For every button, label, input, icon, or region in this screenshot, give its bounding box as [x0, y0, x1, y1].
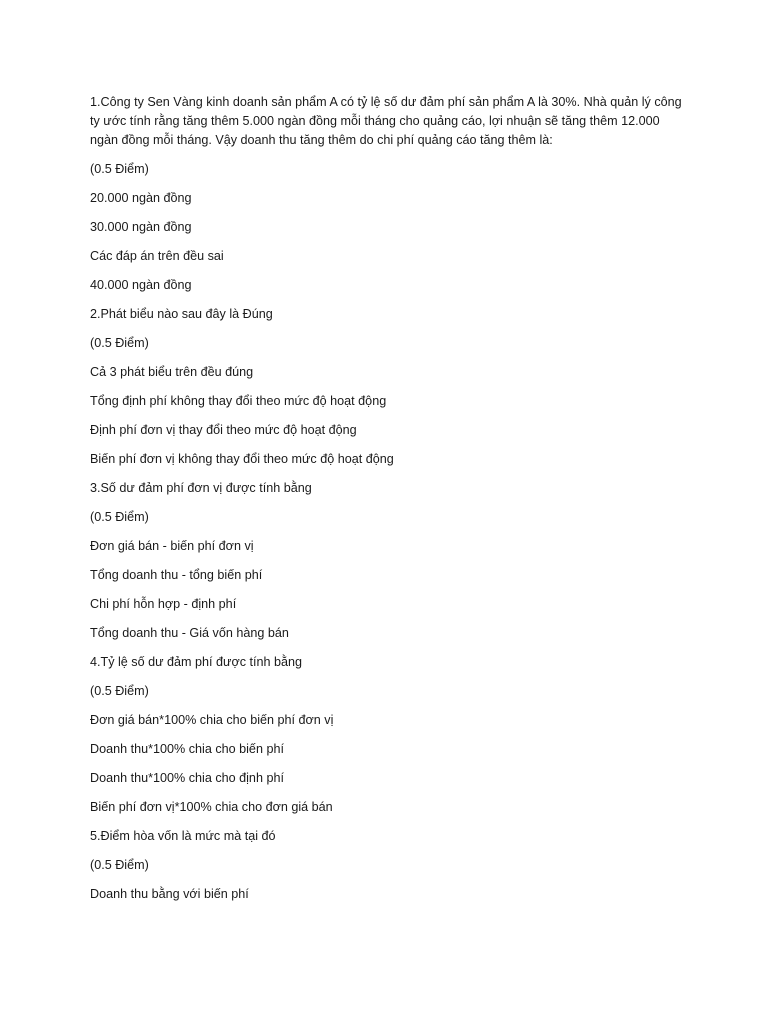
question-3-option-d: Tổng doanh thu - Giá vốn hàng bán — [90, 626, 289, 640]
question-4-points: (0.5 Điểm) — [90, 684, 149, 698]
question-3-text: 3.Số dư đảm phí đơn vị được tính bằng — [90, 481, 312, 495]
question-1-text: 1.Công ty Sen Vàng kinh doanh sản phẩm A có tỷ lệ số dư đảm phí sản phẩm A là 30%. Nhà quản lý công ty ước tính rằng tăng thêm 5.000 ngàn đồng mỗi tháng cho quảng cáo, lợi nhuận sẽ tăng thêm 12.000 ngàn đồng mỗi tháng. Vậy doanh thu tăng thêm do chi phí quảng cáo tăng thêm là: — [90, 95, 682, 147]
question-4-option-d: Biến phí đơn vị*100% chia cho đơn giá bán — [90, 800, 333, 814]
question-1-option-d: 40.000 ngàn đồng — [90, 278, 192, 292]
question-4-option-a: Đơn giá bán*100% chia cho biến phí đơn vị — [90, 713, 334, 727]
question-2-option-a: Cả 3 phát biểu trên đều đúng — [90, 365, 254, 379]
question-5-text: 5.Điểm hòa vốn là mức mà tại đó — [90, 829, 276, 843]
question-1-option-b: 30.000 ngàn đồng — [90, 220, 192, 234]
question-3-points: (0.5 Điểm) — [90, 510, 149, 524]
question-5-option-a: Doanh thu bằng với biến phí — [90, 887, 249, 901]
question-5-points: (0.5 Điểm) — [90, 858, 149, 872]
question-2-option-d: Biến phí đơn vị không thay đổi theo mức độ hoạt động — [90, 452, 394, 466]
question-2-text: 2.Phát biểu nào sau đây là Đúng — [90, 307, 273, 321]
question-1-option-a: 20.000 ngàn đồng — [90, 191, 192, 205]
question-1-points: (0.5 Điểm) — [90, 162, 149, 176]
question-2-option-b: Tổng định phí không thay đổi theo mức độ hoạt động — [90, 394, 387, 408]
question-3-option-b: Tổng doanh thu - tổng biến phí — [90, 568, 263, 582]
question-3-option-a: Đơn giá bán - biến phí đơn vị — [90, 539, 254, 553]
question-1-option-c: Các đáp án trên đều sai — [90, 249, 224, 263]
question-4-option-b: Doanh thu*100% chia cho biến phí — [90, 742, 284, 756]
question-2-option-c: Định phí đơn vị thay đổi theo mức độ hoạt động — [90, 423, 357, 437]
question-2-points: (0.5 Điểm) — [90, 336, 149, 350]
question-3-option-c: Chi phí hỗn hợp - định phí — [90, 597, 237, 611]
question-4-text: 4.Tỷ lệ số dư đảm phí được tính bằng — [90, 655, 303, 669]
document-body — [90, 93, 682, 914]
question-4-option-c: Doanh thu*100% chia cho định phí — [90, 771, 284, 785]
